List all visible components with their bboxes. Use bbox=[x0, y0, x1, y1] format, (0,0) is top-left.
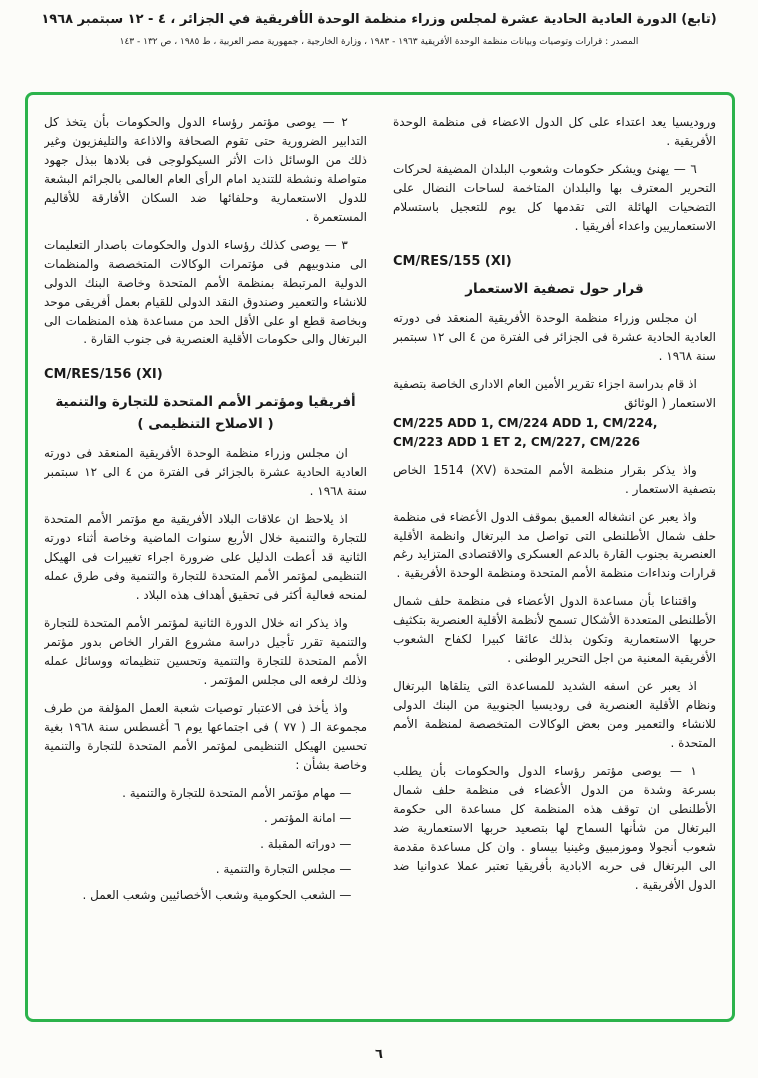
paragraph-conviction: واقتناعا بأن مساعدة الدول الأعضاء فى منظمة حلف شمال الأطلنطى المتعددة الأشكال تسمح لأنظمة الأقلية العنصرية بتكثيف حربها الاستعمارية وتكون بذلك عائقا كبيرا لكفاح الشعوب الأفريقية المعنية من اجل التحرير الوطنى . bbox=[393, 594, 716, 666]
paragraph-continuation: وروديسيا يعد اعتداء على كل الدول الاعضاء فى منظمة الوحدة الأفريقية . bbox=[393, 115, 716, 148]
resolution-subtitle-156: ( الاصلاح التنظيمى ) bbox=[137, 416, 274, 433]
list-item: — مهام مؤتمر الأمم المتحدة للتجارة والتنمية . bbox=[122, 785, 352, 800]
right-column bbox=[393, 113, 716, 1007]
document-title: (تابع) الدورة العادية الحادية عشرة لمجلس وزراء منظمة الوحدة الأفريقية في الجزائر ، ٤ - ١٢ سبتمبر ١٩٦٨ bbox=[41, 12, 717, 27]
document-header bbox=[0, 0, 758, 47]
paragraph-item-6: ٦ — يهنئ ويشكر حكومات وشعوب البلدان المضيفة لحركات التحرير المعترف بها والبلدان المتاخمة لساحات النضال على التضحيات الهائلة التى تقدمها كل يوم للتعجيل باستسلام الاستعماريين واعداء أفريقيا . bbox=[393, 161, 716, 233]
source-line: المصدر : قرارات وتوصيات وبيانات منظمة الوحدة الأفريقية ١٩٦٣ - ١٩٨٣ ، وزارة الخارجية ، جمهورية مصر العربية ، ط ١٩٨٥ ، ص ١٣٢ - ١٤٣ bbox=[119, 37, 639, 47]
paragraph-item-1: ١ — يوصى مؤتمر رؤساء الدول والحكومات بأن يطلب بسرعة وشدة من الدول الأعضاء فى منظمة حلف شمال الأطلنطى ان توقف هذه المنظمة كل مساعدة الى حكومة البرتغال من شأنها السماح لها بتصعيد حربها الاستعمارية ضد شعوب أنجولا وموزمبيق وغينيا بيساو . وان كل مساعدة مقدمة الى البرتغال فى حربه الابادية بأفريقيا تعتبر عملا عدوانيا ضد الدول الأفريقية . bbox=[393, 764, 716, 892]
paragraph-concern: واذ يعبر عن انشغاله العميق بموقف الدول الأعضاء فى منظمة حلف شمال الأطلنطى التى تواصل مد البرتغال وانظمة الأقلية العنصرية بجنوب القارة بالدعم العسكرى والاقتصادى المتزايد رغم قرارات ونداءات منظمة الأمم المتحدة ومنظمة الوحدة الأفريقية . bbox=[393, 509, 716, 581]
paragraph-regret: اذ يعبر عن اسفه الشديد للمساعدة التى يتلقاها البرتغال ونظام الأقلية العنصرية فى روديسيا الجنوبية من البنك الدولى للانشاء والتعمير ومن بعض الوكالات المتخصصة لمنظمة الأمم المتحدة . bbox=[393, 679, 716, 751]
paragraph-considering: واذ يأخذ فى الاعتبار توصيات شعبة العمل المؤلفة من طرف مجموعة الـ ( ٧٧ ) فى اجتماعها يوم ٦ أغسطس سنة ١٩٦٨ بغية تحسين الهيكل التنظيمى لمؤتمر الأمم المتحدة للتجارة والتنمية وخاصة بشأن : bbox=[44, 700, 367, 772]
document-references-line1: CM/225 ADD 1, CM/224 ADD 1, CM/224, bbox=[393, 416, 658, 431]
document-references-line2: CM/223 ADD 1 ET 2, CM/227, CM/226 bbox=[393, 435, 641, 450]
document-references bbox=[393, 414, 716, 451]
paragraph-item-2: ٢ — يوصى مؤتمر رؤساء الدول والحكومات بأن يتخذ كل التدابير الضرورية حتى تقوم الصحافة والاذاعة والتليفزيون وغير ذلك من الوسائل ذات الأثر السيكولوجى فى بلادها ببذل جهود متواصلة ونشطة للتنديد امام الرأى العام العالمى بالجرائم البشعة للدول الاستعمارية وحلفائها ضد السكان الأفارقة للأقاليم المستعمرة . bbox=[44, 115, 367, 224]
paragraph-opening-156: ان مجلس وزراء منظمة الوحدة الأفريقية المنعقد فى دورته العادية الحادية عشرة بالجزائر فى الفترة من ٤ الى ١٢ سبتمبر سنة ١٩٦٨ . bbox=[44, 446, 367, 499]
document-body bbox=[25, 92, 735, 1022]
paragraph-opening-155: ان مجلس وزراء منظمة الوحدة الأفريقية المنعقد فى دورته العادية الحادية عشرة فى الجزائر فى الفترة من ٤ الى ١٢ سبتمبر سنة ١٩٦٨ . bbox=[393, 310, 716, 363]
resolution-title-156: أفريقيا ومؤتمر الأمم المتحدة للتجارة والتنمية bbox=[55, 394, 356, 411]
page-number: ٦ bbox=[375, 1047, 383, 1062]
list-item: — مجلس التجارة والتنمية . bbox=[215, 862, 352, 877]
left-column bbox=[44, 113, 367, 1007]
two-column-layout bbox=[44, 113, 716, 1007]
list-item: — امانة المؤتمر . bbox=[263, 811, 352, 826]
resolution-title-155: قرار حول تصفية الاستعمار bbox=[465, 280, 644, 297]
list-item: — دوراته المقبلة . bbox=[260, 836, 352, 851]
list-item: — الشعب الحكومية وشعب الأخصائيين وشعب العمل . bbox=[82, 888, 352, 903]
paragraph-item-3: ٣ — يوصى كذلك رؤساء الدول والحكومات باصدار التعليمات الى مندوبيهم فى مؤتمرات الوكالات المتخصصة والمنظمات الدولية المرتبطة بمنظمة الأمم المتحدة وخاصة البنك الدولى للانشاء والتعمير وصندوق النقد الدولى للقيام بعمل أفريقى موحد وبخاصة قطع او على الأقل الحد من مساعدة هذه المنظمات الى البرتغال والى حكومات الأقلية العنصرية فى جنوب القارة . bbox=[44, 237, 367, 347]
paragraph-noting: اذ يلاحظ ان علاقات البلاد الأفريقية مع مؤتمر الأمم المتحدة للتجارة والتنمية خلال الأربع سنوات الماضية وخاصة أثناء دورته الثانية قد أعطت الدليل على ضرورة اجراء تغييرات فى الهيكل التنظيمى لمؤتمر الأمم المتحدة للتجارة والتنمية وفى طرق عمله لمنحه فعالية أكثر فى تحقيق أهداف هذه البلاد . bbox=[44, 512, 367, 603]
resolution-code-155: CM/RES/155 (XI) bbox=[393, 253, 512, 269]
resolution-code-156: CM/RES/156 (XI) bbox=[44, 367, 163, 383]
paragraph-docs-intro: اذ قام بدراسة اجزاء تقرير الأمين العام الادارى الخاصة بتصفية الاستعمار ( الوثائق bbox=[393, 376, 716, 410]
unctad-topics-list bbox=[44, 784, 367, 905]
paragraph-recalling: واذ يذكر انه خلال الدورة الثانية لمؤتمر الأمم المتحدة للتجارة والتنمية تقرر تأجيل دراسة مشروع القرار الخاص بدور مؤتمر الأمم المتحدة للتجارة والتنمية وتحسين تنظيماته ووسائل عمله وذلك لرفعه الى مجلس المؤتمر . bbox=[44, 616, 367, 687]
paragraph-un-resolution: واذ يذكر بقرار منظمة الأمم المتحدة (XV) 1514 الخاص بتصفية الاستعمار . bbox=[393, 462, 716, 496]
